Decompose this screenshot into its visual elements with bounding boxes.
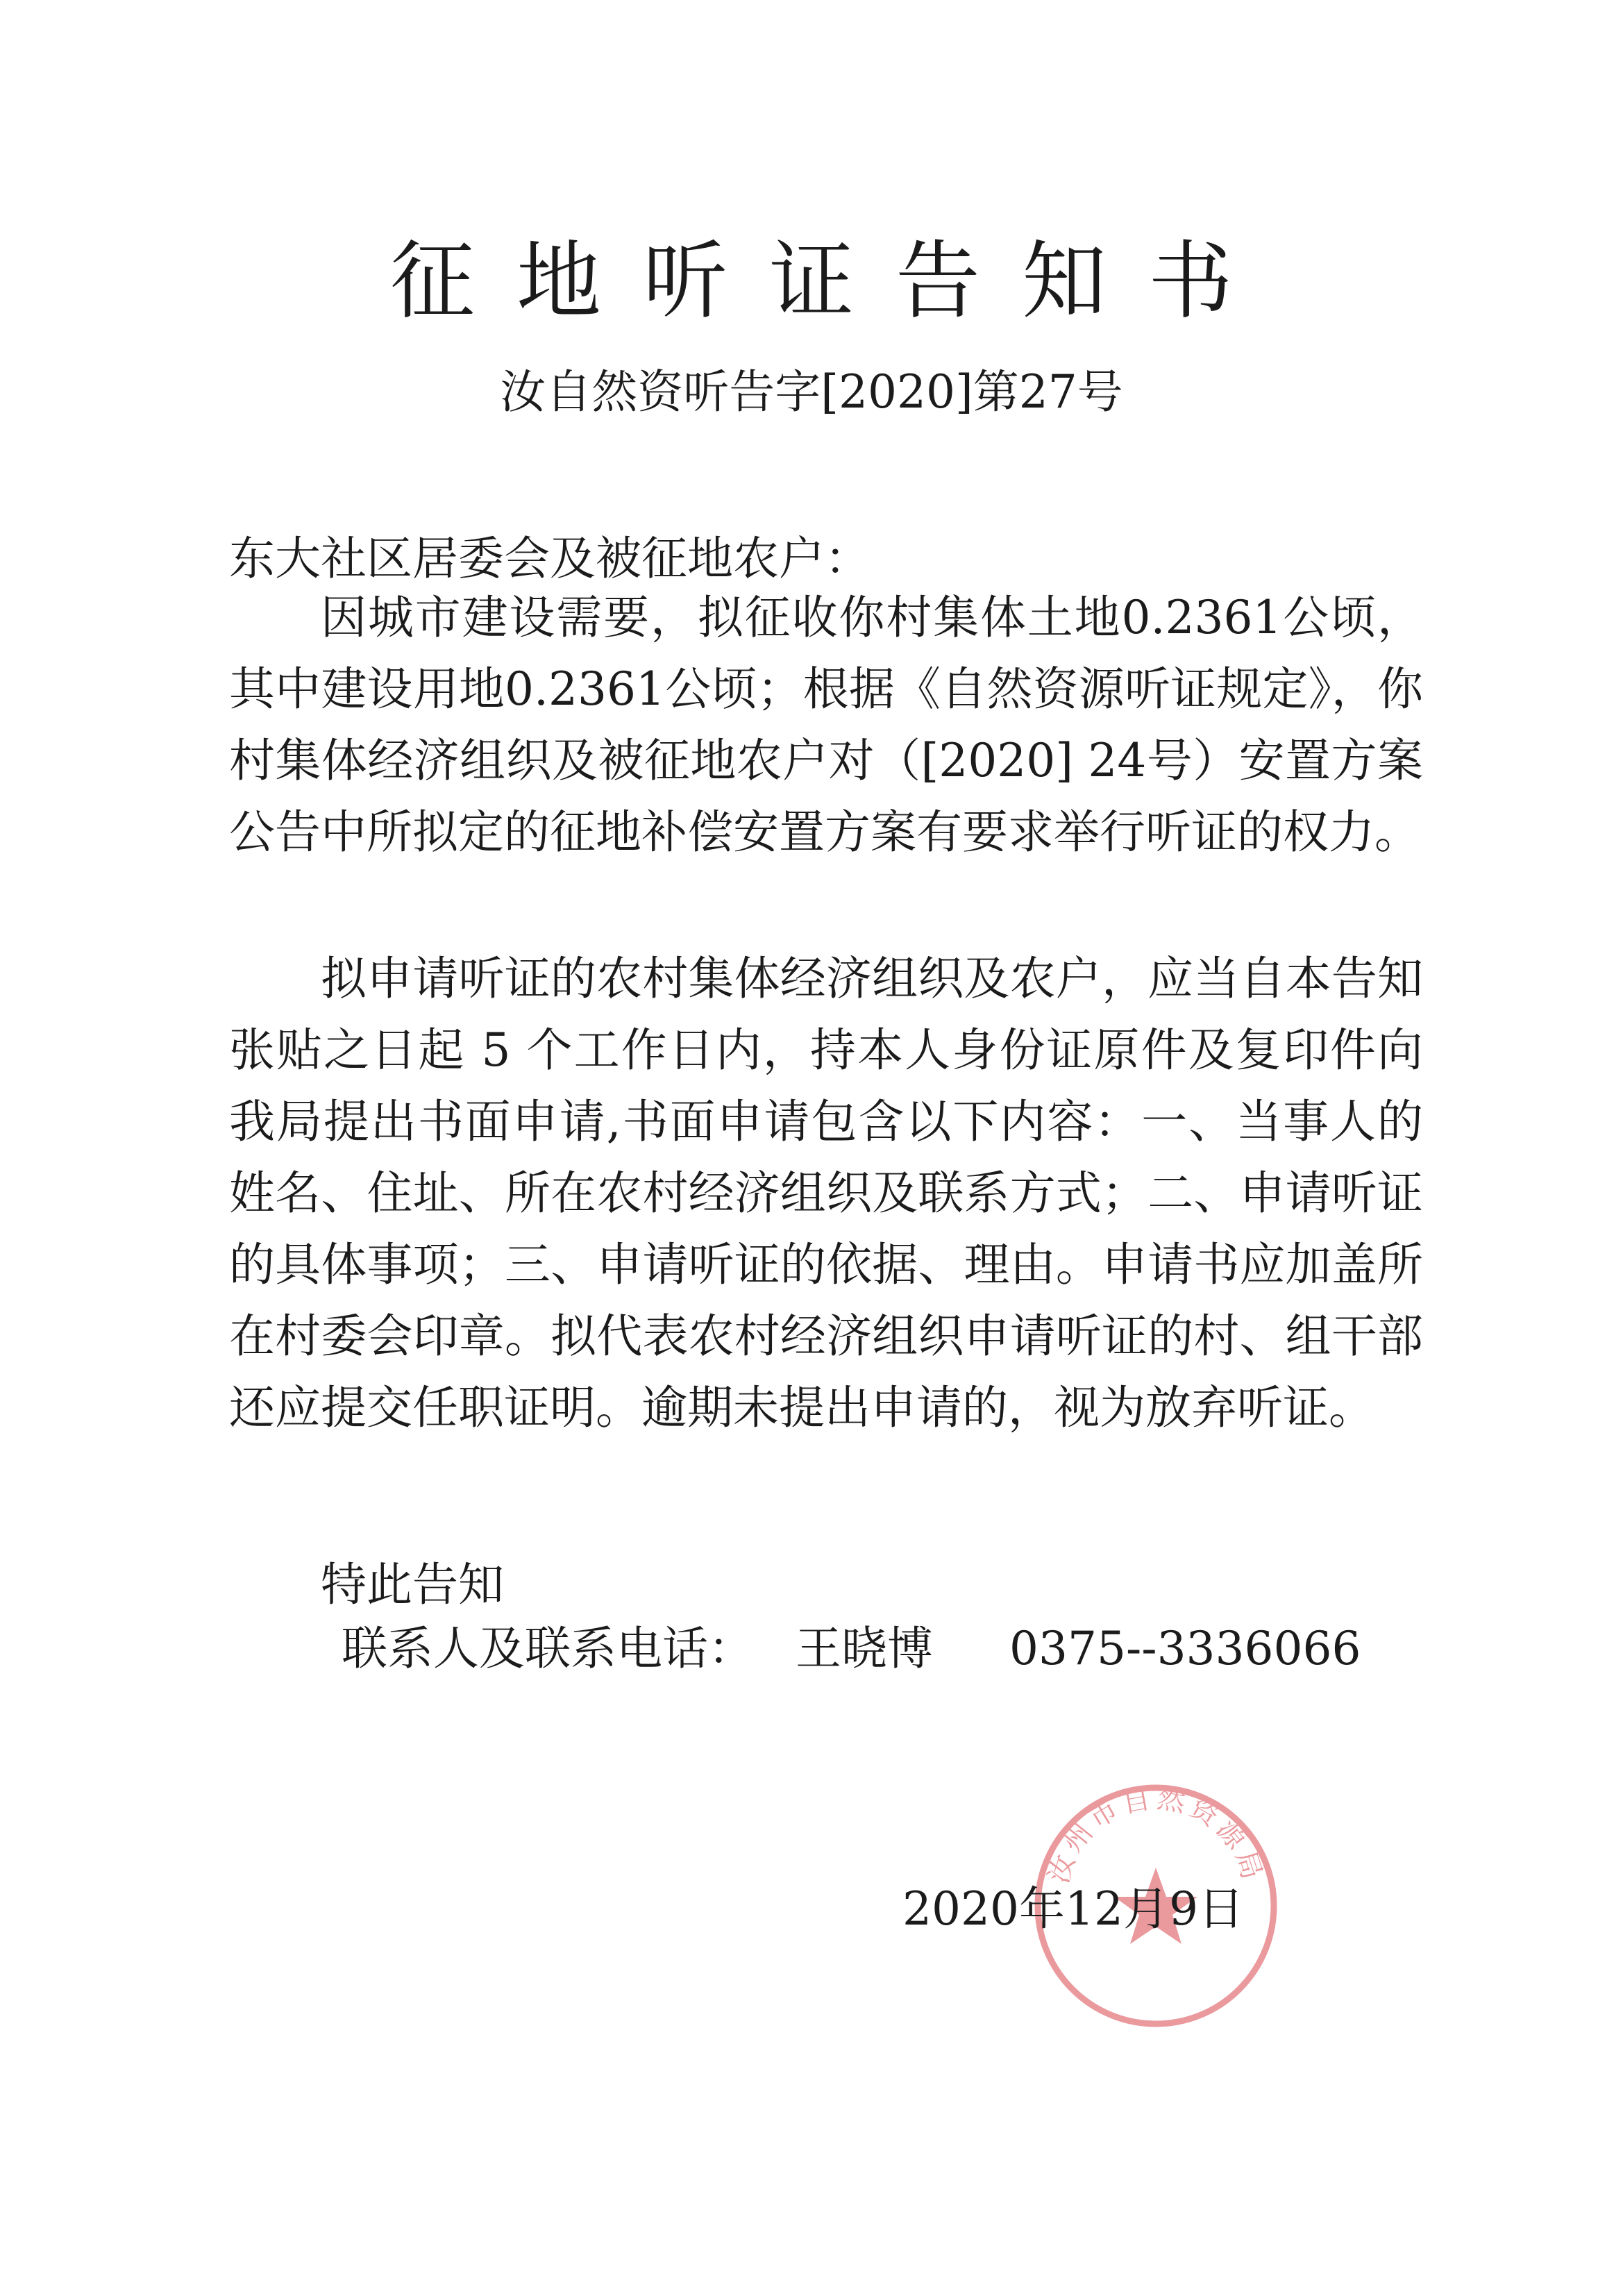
contact-name: 王晓博 — [796, 1622, 933, 1675]
addressee: 东大社区居委会及被征地农户： — [229, 532, 871, 585]
paragraph-2 — [229, 943, 1423, 1443]
document-date: 2020年12月9日 — [902, 1882, 1244, 1936]
closing-text: 特此告知 — [321, 1558, 504, 1611]
paragraph-1-text: 因城市建设需要，拟征收你村集体土地0.2361公顷，其中建设用地0.2361公顷；根据《自然资源听证规定》，你村集体经济组织及被征地农户对（[2020] 24号）安置方案公告中所拟定的征地补偿安置方案有要求举行听证的权力。 — [229, 591, 1423, 859]
document-number: 汝自然资听告字[2020]第27号 — [500, 365, 1123, 419]
document-title: 征地听证告知书 — [390, 232, 1275, 330]
paragraph-1 — [229, 582, 1423, 868]
seal-text: 汝州市自然资源局 — [1042, 1782, 1270, 1888]
contact-label: 联系人及联系电话： — [342, 1622, 754, 1675]
contact-phone: 0375--3336066 — [1009, 1622, 1361, 1675]
paragraph-2-text: 拟申请听证的农村集体经济组织及农户，应当自本告知张贴之日起 5 个工作日内，持本人身份证原件及复印件向我局提出书面申请,书面申请包含以下内容：一、当事人的姓名、住址、所在农村经济组织及联系方式；二、申请听证的具体事项；三、申请听证的依据、理由。申请书应加盖所在村委会印章。拟代表农村经济组织申请听证的村、组干部还应提交任职证明。逾期未提出申请的，视为放弃听证。 — [229, 952, 1423, 1434]
contact-line — [342, 1618, 1361, 1680]
